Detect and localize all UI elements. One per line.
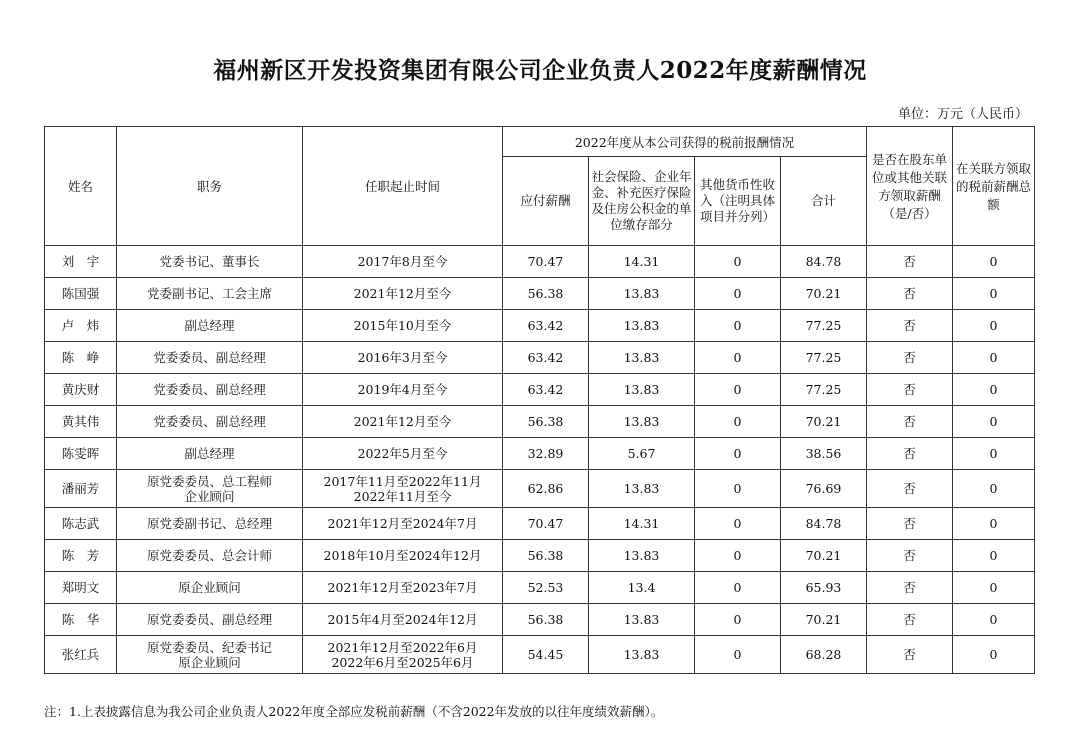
cell-position-line: 原党委委员、总会计师 xyxy=(146,548,272,563)
cell-other xyxy=(695,604,781,636)
compensation-table xyxy=(44,126,1035,674)
cell-total xyxy=(781,406,867,438)
cell-related xyxy=(867,636,953,674)
cell-salary xyxy=(503,636,589,674)
cell-social xyxy=(589,470,695,508)
cell-total xyxy=(781,572,867,604)
cell-social xyxy=(589,374,695,406)
unit-label: 单位：万元（人民币） xyxy=(897,107,1028,122)
cell-other-line: 0 xyxy=(733,516,742,531)
cell-other-line: 0 xyxy=(733,612,742,627)
cell-position-line: 原党委委员、纪委书记 xyxy=(146,639,272,655)
cell-term-line: 2021年12月至2023年7月 xyxy=(327,580,478,595)
cell-salary-line: 32.89 xyxy=(527,446,564,461)
cell-related-line: 否 xyxy=(903,548,916,563)
cell-related-line: 否 xyxy=(903,516,916,531)
cell-other-line: 0 xyxy=(733,647,742,662)
cell-total xyxy=(781,246,867,278)
cell-salary-line: 52.53 xyxy=(527,580,564,595)
cell-other-line: 0 xyxy=(733,318,742,333)
cell-position-line: 原党委副书记、总经理 xyxy=(146,516,272,531)
cell-related-line: 否 xyxy=(903,414,916,429)
cell-total-line: 70.21 xyxy=(805,414,842,429)
cell-position-line: 党委委员、副总经理 xyxy=(153,414,266,429)
cell-position xyxy=(117,406,303,438)
cell-position xyxy=(117,572,303,604)
cell-term-line: 2021年12月至今 xyxy=(353,286,452,301)
cell-total xyxy=(781,636,867,674)
cell-related-amount-line: 0 xyxy=(989,580,998,595)
table-row xyxy=(45,636,1035,674)
cell-total-line: 70.21 xyxy=(805,548,842,563)
cell-other xyxy=(695,342,781,374)
header-other: 其他货币性收入（注明具体项目并分列） xyxy=(695,157,781,246)
cell-related-amount-line: 0 xyxy=(989,481,998,496)
cell-term-line-2: 2022年11月至今 xyxy=(353,488,452,504)
cell-social xyxy=(589,540,695,572)
cell-related-amount xyxy=(953,604,1035,636)
table-row xyxy=(45,342,1035,374)
cell-related-line: 否 xyxy=(903,580,916,595)
cell-social-line: 13.83 xyxy=(623,548,660,563)
cell-social-line: 13.83 xyxy=(623,318,660,333)
cell-related-amount xyxy=(953,470,1035,508)
cell-term xyxy=(303,374,503,406)
cell-name-line: 卢 炜 xyxy=(61,318,100,333)
cell-related xyxy=(867,310,953,342)
cell-name-line: 黄庆财 xyxy=(61,382,100,397)
table-row xyxy=(45,470,1035,508)
header-pay-group: 2022年度从本公司获得的税前报酬情况 xyxy=(503,127,867,157)
header-social: 社会保险、企业年金、补充医疗保险及住房公积金的单位缴存部分 xyxy=(589,157,695,246)
cell-total-line: 76.69 xyxy=(805,481,842,496)
table-row xyxy=(45,604,1035,636)
cell-social xyxy=(589,406,695,438)
cell-name xyxy=(45,374,117,406)
cell-position-line-2: 企业顾问 xyxy=(184,488,235,504)
cell-other xyxy=(695,540,781,572)
cell-related-line: 否 xyxy=(903,481,916,496)
cell-related-amount xyxy=(953,310,1035,342)
cell-name xyxy=(45,604,117,636)
cell-salary xyxy=(503,604,589,636)
cell-total xyxy=(781,438,867,470)
cell-other xyxy=(695,278,781,310)
cell-related-amount xyxy=(953,572,1035,604)
header-related-amount: 在关联方领取的税前薪酬总额 xyxy=(953,127,1035,246)
table-row xyxy=(45,278,1035,310)
cell-name xyxy=(45,406,117,438)
cell-social xyxy=(589,636,695,674)
cell-term xyxy=(303,540,503,572)
cell-term xyxy=(303,636,503,674)
cell-related-amount xyxy=(953,406,1035,438)
cell-term-line: 2015年4月至2024年12月 xyxy=(327,612,478,627)
cell-name-line: 陈国强 xyxy=(61,286,100,301)
cell-position xyxy=(117,508,303,540)
cell-position-line: 党委委员、副总经理 xyxy=(153,382,266,397)
cell-salary xyxy=(503,540,589,572)
cell-other-line: 0 xyxy=(733,286,742,301)
cell-term-line-2: 2022年6月至2025年6月 xyxy=(331,654,474,670)
cell-name-line: 陈志武 xyxy=(61,516,100,531)
cell-related-amount-line: 0 xyxy=(989,516,998,531)
cell-salary xyxy=(503,246,589,278)
cell-other xyxy=(695,508,781,540)
table-row xyxy=(45,406,1035,438)
cell-name-line: 黄其伟 xyxy=(61,414,100,429)
cell-salary xyxy=(503,278,589,310)
cell-related xyxy=(867,406,953,438)
cell-total-line: 38.56 xyxy=(805,446,842,461)
cell-related-amount-line: 0 xyxy=(989,446,998,461)
cell-total xyxy=(781,342,867,374)
header-row-1 xyxy=(45,127,1035,157)
cell-salary-line: 56.38 xyxy=(527,286,564,301)
cell-other xyxy=(695,374,781,406)
cell-total-line: 84.78 xyxy=(805,254,842,269)
cell-salary-line: 54.45 xyxy=(527,647,564,662)
cell-name xyxy=(45,572,117,604)
cell-total-line: 84.78 xyxy=(805,516,842,531)
cell-position xyxy=(117,310,303,342)
cell-term-line: 2017年8月至今 xyxy=(357,254,448,269)
cell-other-line: 0 xyxy=(733,350,742,365)
cell-term-line: 2021年12月至2022年6月 xyxy=(327,639,478,655)
cell-other-line: 0 xyxy=(733,580,742,595)
cell-position xyxy=(117,278,303,310)
cell-related xyxy=(867,342,953,374)
cell-position-line: 副总经理 xyxy=(184,446,235,461)
cell-term xyxy=(303,438,503,470)
cell-total xyxy=(781,470,867,508)
cell-salary xyxy=(503,438,589,470)
cell-social-line: 5.67 xyxy=(627,446,656,461)
table-row xyxy=(45,540,1035,572)
cell-related-amount-line: 0 xyxy=(989,612,998,627)
cell-salary-line: 70.47 xyxy=(527,254,564,269)
cell-related xyxy=(867,604,953,636)
header-related: 是否在股东单位或其他关联方领取薪酬（是/否） xyxy=(867,127,953,246)
cell-related-line: 否 xyxy=(903,647,916,662)
cell-related-amount-line: 0 xyxy=(989,318,998,333)
cell-other xyxy=(695,470,781,508)
cell-position-line: 副总经理 xyxy=(184,318,235,333)
cell-position xyxy=(117,342,303,374)
cell-social xyxy=(589,278,695,310)
cell-name xyxy=(45,508,117,540)
cell-term xyxy=(303,310,503,342)
cell-other xyxy=(695,310,781,342)
cell-related-amount-line: 0 xyxy=(989,647,998,662)
cell-position xyxy=(117,438,303,470)
cell-salary-line: 70.47 xyxy=(527,516,564,531)
cell-related xyxy=(867,508,953,540)
cell-related xyxy=(867,470,953,508)
cell-name xyxy=(45,278,117,310)
cell-social-line: 13.83 xyxy=(623,414,660,429)
cell-social-line: 13.83 xyxy=(623,647,660,662)
cell-related-amount-line: 0 xyxy=(989,350,998,365)
table-body xyxy=(45,246,1035,674)
cell-position-line: 党委书记、董事长 xyxy=(159,254,260,269)
cell-total xyxy=(781,540,867,572)
cell-salary xyxy=(503,310,589,342)
cell-position-line: 原企业顾问 xyxy=(178,580,241,595)
cell-related-line: 否 xyxy=(903,350,916,365)
cell-related-line: 否 xyxy=(903,286,916,301)
cell-social-line: 13.83 xyxy=(623,286,660,301)
cell-salary xyxy=(503,470,589,508)
cell-name-line: 陈 芳 xyxy=(61,548,100,563)
cell-term xyxy=(303,572,503,604)
cell-social xyxy=(589,246,695,278)
cell-social xyxy=(589,310,695,342)
cell-position-line: 党委副书记、工会主席 xyxy=(146,286,272,301)
cell-name-line: 张红兵 xyxy=(61,647,100,662)
cell-other xyxy=(695,406,781,438)
cell-term-line: 2018年10月至2024年12月 xyxy=(323,548,482,563)
cell-position-line: 原党委委员、总工程师 xyxy=(146,473,272,489)
cell-name-line: 陈 峥 xyxy=(61,350,100,365)
cell-salary-line: 56.38 xyxy=(527,612,564,627)
cell-position xyxy=(117,636,303,674)
cell-term-line: 2022年5月至今 xyxy=(357,446,448,461)
cell-position xyxy=(117,246,303,278)
header-total: 合计 xyxy=(781,157,867,246)
header-position: 职务 xyxy=(117,127,303,246)
cell-related xyxy=(867,438,953,470)
cell-total-line: 77.25 xyxy=(805,350,842,365)
cell-other-line: 0 xyxy=(733,481,742,496)
cell-position-line-2: 原企业顾问 xyxy=(178,654,241,670)
cell-term xyxy=(303,406,503,438)
table-row xyxy=(45,246,1035,278)
cell-position-line: 原党委委员、副总经理 xyxy=(146,612,272,627)
cell-related-amount xyxy=(953,278,1035,310)
cell-name-line: 陈 华 xyxy=(61,612,100,627)
cell-related-line: 否 xyxy=(903,612,916,627)
cell-social xyxy=(589,342,695,374)
cell-total xyxy=(781,604,867,636)
header-name: 姓名 xyxy=(45,127,117,246)
cell-term xyxy=(303,604,503,636)
cell-related xyxy=(867,374,953,406)
cell-related-amount-line: 0 xyxy=(989,286,998,301)
cell-related-line: 否 xyxy=(903,318,916,333)
cell-related xyxy=(867,246,953,278)
cell-salary-line: 56.38 xyxy=(527,548,564,563)
cell-social-line: 13.4 xyxy=(627,580,656,595)
cell-other-line: 0 xyxy=(733,254,742,269)
cell-related xyxy=(867,572,953,604)
cell-term xyxy=(303,278,503,310)
cell-name xyxy=(45,310,117,342)
cell-social-line: 14.31 xyxy=(623,516,660,531)
cell-social-line: 13.83 xyxy=(623,612,660,627)
cell-total-line: 70.21 xyxy=(805,612,842,627)
cell-related-line: 否 xyxy=(903,446,916,461)
cell-other xyxy=(695,438,781,470)
footnote: 注：1.上表披露信息为我公司企业负责人2022年度全部应发税前薪酬（不含2022年发放的以往年度绩效薪酬）。 xyxy=(44,704,664,719)
cell-name xyxy=(45,342,117,374)
cell-position xyxy=(117,604,303,636)
cell-salary-line: 63.42 xyxy=(527,318,564,333)
cell-related-line: 否 xyxy=(903,382,916,397)
table-row xyxy=(45,310,1035,342)
cell-term-line: 2019年4月至今 xyxy=(357,382,448,397)
cell-term-line: 2021年12月至2024年7月 xyxy=(327,516,478,531)
cell-related xyxy=(867,278,953,310)
cell-related-amount xyxy=(953,342,1035,374)
cell-related-amount-line: 0 xyxy=(989,382,998,397)
cell-social xyxy=(589,508,695,540)
cell-name-line: 郑明文 xyxy=(61,580,100,595)
page-title: 福州新区开发投资集团有限公司企业负责人2022年度薪酬情况 xyxy=(213,57,867,84)
cell-related-line: 否 xyxy=(903,254,916,269)
cell-related-amount-line: 0 xyxy=(989,254,998,269)
cell-total xyxy=(781,310,867,342)
cell-total-line: 70.21 xyxy=(805,286,842,301)
cell-name xyxy=(45,470,117,508)
cell-related-amount xyxy=(953,438,1035,470)
cell-position xyxy=(117,470,303,508)
cell-name xyxy=(45,540,117,572)
cell-social xyxy=(589,572,695,604)
table-row xyxy=(45,572,1035,604)
cell-salary-line: 56.38 xyxy=(527,414,564,429)
header-salary: 应付薪酬 xyxy=(503,157,589,246)
cell-name-line: 刘 宇 xyxy=(61,254,100,269)
cell-position xyxy=(117,374,303,406)
cell-position-line: 党委委员、副总经理 xyxy=(153,350,266,365)
cell-other-line: 0 xyxy=(733,446,742,461)
cell-related-amount-line: 0 xyxy=(989,548,998,563)
cell-related-amount xyxy=(953,540,1035,572)
table-row xyxy=(45,508,1035,540)
cell-term xyxy=(303,508,503,540)
cell-salary xyxy=(503,406,589,438)
cell-term-line: 2015年10月至今 xyxy=(353,318,452,333)
cell-related-amount xyxy=(953,508,1035,540)
header-term: 任职起止时间 xyxy=(303,127,503,246)
cell-social-line: 14.31 xyxy=(623,254,660,269)
cell-other-line: 0 xyxy=(733,548,742,563)
cell-related-amount xyxy=(953,374,1035,406)
cell-term-line: 2017年11月至2022年11月 xyxy=(323,473,482,489)
cell-social-line: 13.83 xyxy=(623,481,660,496)
cell-related-amount xyxy=(953,246,1035,278)
cell-social xyxy=(589,604,695,636)
cell-total-line: 77.25 xyxy=(805,318,842,333)
cell-related-amount xyxy=(953,636,1035,674)
cell-salary xyxy=(503,342,589,374)
cell-term xyxy=(303,246,503,278)
cell-related xyxy=(867,540,953,572)
cell-other xyxy=(695,572,781,604)
cell-salary xyxy=(503,572,589,604)
cell-total xyxy=(781,508,867,540)
cell-term xyxy=(303,470,503,508)
cell-other xyxy=(695,636,781,674)
cell-social xyxy=(589,438,695,470)
cell-social-line: 13.83 xyxy=(623,382,660,397)
cell-name-line: 潘丽芳 xyxy=(61,481,100,496)
cell-position xyxy=(117,540,303,572)
cell-total-line: 77.25 xyxy=(805,382,842,397)
cell-total xyxy=(781,374,867,406)
cell-total-line: 65.93 xyxy=(805,580,842,595)
cell-total xyxy=(781,278,867,310)
cell-salary-line: 63.42 xyxy=(527,382,564,397)
table-row xyxy=(45,438,1035,470)
cell-social-line: 13.83 xyxy=(623,350,660,365)
cell-other-line: 0 xyxy=(733,414,742,429)
cell-name-line: 陈雯晖 xyxy=(61,446,100,461)
cell-salary xyxy=(503,508,589,540)
cell-term-line: 2021年12月至今 xyxy=(353,414,452,429)
cell-name xyxy=(45,438,117,470)
cell-salary-line: 63.42 xyxy=(527,350,564,365)
table-row xyxy=(45,374,1035,406)
cell-name xyxy=(45,636,117,674)
cell-term xyxy=(303,342,503,374)
cell-salary-line: 62.86 xyxy=(527,481,564,496)
cell-total-line: 68.28 xyxy=(805,647,842,662)
cell-name xyxy=(45,246,117,278)
cell-other xyxy=(695,246,781,278)
cell-other-line: 0 xyxy=(733,382,742,397)
cell-related-amount-line: 0 xyxy=(989,414,998,429)
cell-salary xyxy=(503,374,589,406)
cell-term-line: 2016年3月至今 xyxy=(357,350,448,365)
